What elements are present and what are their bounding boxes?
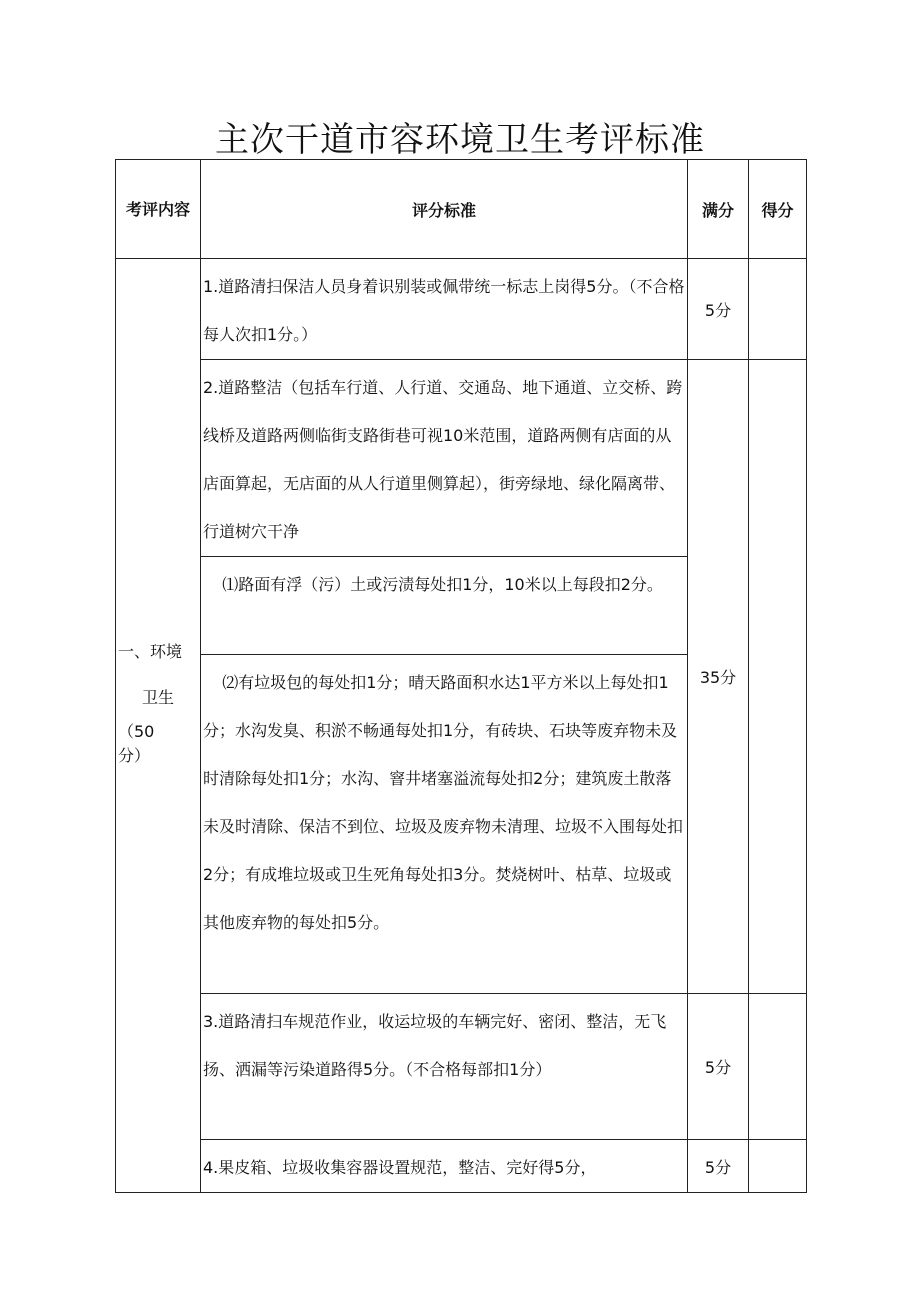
full-score-cell: 5分 <box>688 259 749 360</box>
table-row <box>116 259 807 360</box>
criterion-text: 4.果皮箱、垃圾收集容器设置规范，整洁、完好得5分， <box>201 1140 688 1193</box>
header-content: 考评内容 <box>116 160 201 259</box>
criterion-text: ⑴路面有浮（污）土或污渍每处扣1分，10米以上每段扣2分。 <box>201 557 688 655</box>
full-score-cell: 35分 <box>688 360 749 994</box>
score-input-cell[interactable] <box>749 994 807 1140</box>
full-score-cell: 5分 <box>688 994 749 1140</box>
category-name-line2: 卫生 <box>141 688 174 707</box>
score-input-cell[interactable] <box>749 360 807 994</box>
score-input-cell[interactable] <box>749 259 807 360</box>
header-full-score: 满分 <box>688 160 749 259</box>
criterion-text: ⑵有垃圾包的每处扣1分；晴天路面积水达1平方米以上每处扣1分；水沟发臭、积淤不畅通每处扣1分，有砖块、石块等废弃物未及时清除每处扣1分；水沟、窨井堵塞溢流每处扣2分；建筑废土散落未及时清除、保洁不到位、垃圾及废弃物未清理、垃圾不入围每处扣2分；有成堆垃圾或卫生死角每处扣3分。焚烧树叶、枯草、垃圾或其他废弃物的每处扣5分。 <box>201 655 688 994</box>
score-input-cell[interactable] <box>749 1140 807 1193</box>
header-standard: 评分标准 <box>201 160 688 259</box>
category-points: （50分） <box>118 722 155 765</box>
criterion-text: 2.道路整洁（包括车行道、人行道、交通岛、地下通道、立交桥、跨线桥及道路两侧临街支路街巷可视10米范围，道路两侧有店面的从店面算起，无店面的从人行道里侧算起），街旁绿地、绿化隔离带、行道树穴干净 <box>201 360 688 557</box>
page-title: 主次干道市容环境卫生考评标准 <box>215 120 705 160</box>
table-row <box>116 994 807 1140</box>
table-header-row <box>116 160 807 259</box>
full-score-cell: 5分 <box>688 1140 749 1193</box>
category-label <box>116 628 200 768</box>
criterion-text: 1.道路清扫保洁人员身着识别装或佩带统一标志上岗得5分。（不合格每人次扣1分。） <box>201 259 688 360</box>
header-score: 得分 <box>749 160 807 259</box>
evaluation-table <box>115 159 807 1193</box>
table-row <box>116 360 807 557</box>
criterion-text: 3.道路清扫车规范作业，收运垃圾的车辆完好、密闭、整洁，无飞扬、洒漏等污染道路得5分。（不合格每部扣1分） <box>201 994 688 1140</box>
table-row <box>116 1140 807 1193</box>
category-name-line1: 一、环境 <box>118 642 183 661</box>
